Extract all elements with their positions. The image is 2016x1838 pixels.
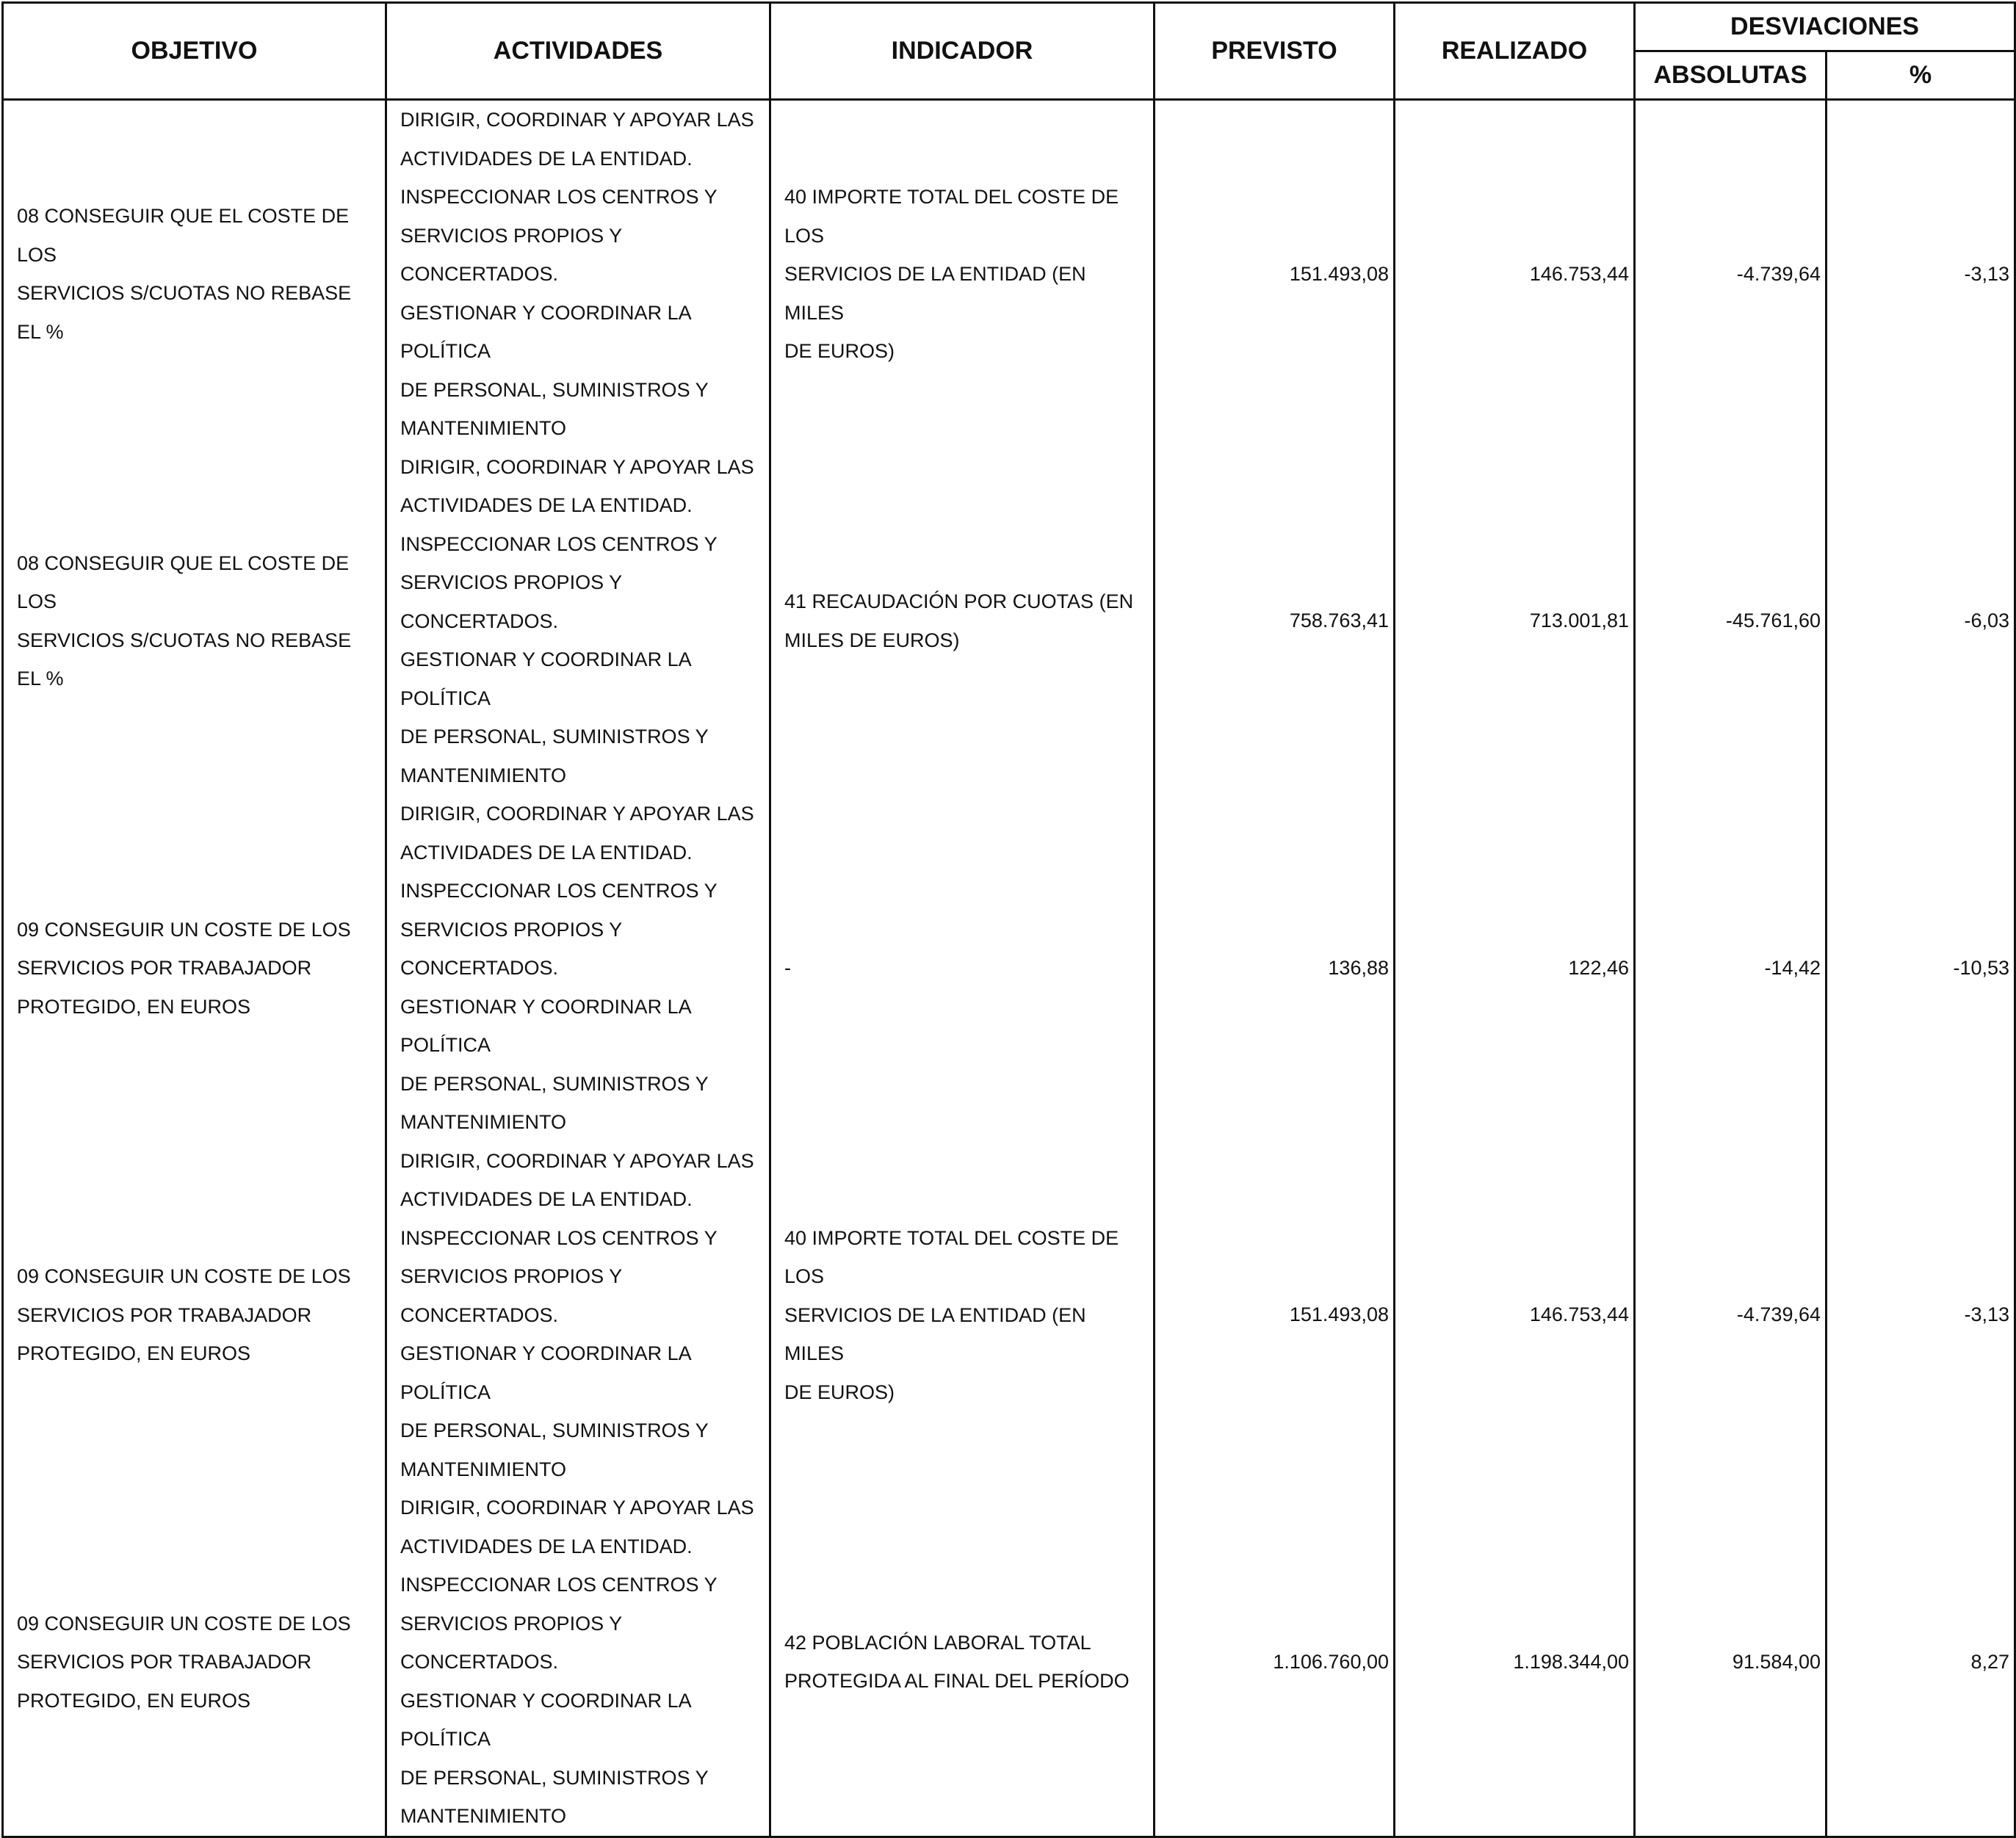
cell-objetivo: 09 CONSEGUIR UN COSTE DE LOS SERVICIOS POR TRABAJADOR PROTEGIDO, EN EUROS <box>3 1488 386 1837</box>
cell-realizado: 146.753,44 <box>1395 1142 1635 1489</box>
header-actividades: ACTIVIDADES <box>386 3 770 100</box>
cell-actividades: DIRIGIR, COORDINAR Y APOYAR LAS ACTIVIDADES DE LA ENTIDAD. INSPECCIONAR LOS CENTROS Y SERVICIOS PROPIOS Y CONCERTADOS. GESTIONAR Y COORDINAR LA POLÍTICA DE PERSONAL, SUMINISTROS Y MANTENIMIENTO <box>386 1488 770 1837</box>
header-indicador: INDICADOR <box>770 3 1155 100</box>
table-row <box>3 1142 2015 1489</box>
cell-previsto: 758.763,41 <box>1155 448 1395 795</box>
cell-absolutas: -4.739,64 <box>1635 100 1827 448</box>
table-row <box>3 1488 2015 1837</box>
cell-previsto: 151.493,08 <box>1155 100 1395 448</box>
cell-actividades: DIRIGIR, COORDINAR Y APOYAR LAS ACTIVIDADES DE LA ENTIDAD. INSPECCIONAR LOS CENTROS Y SERVICIOS PROPIOS Y CONCERTADOS. GESTIONAR Y COORDINAR LA POLÍTICA DE PERSONAL, SUMINISTROS Y MANTENIMIENTO <box>386 795 770 1142</box>
header-previsto: PREVISTO <box>1155 3 1395 100</box>
cell-absolutas: -45.761,60 <box>1635 448 1827 795</box>
header-porcentaje: % <box>1827 51 2015 100</box>
cell-actividades: DIRIGIR, COORDINAR Y APOYAR LAS ACTIVIDADES DE LA ENTIDAD. INSPECCIONAR LOS CENTROS Y SERVICIOS PROPIOS Y CONCERTADOS. GESTIONAR Y COORDINAR LA POLÍTICA DE PERSONAL, SUMINISTROS Y MANTENIMIENTO <box>386 448 770 795</box>
cell-porcentaje: -3,13 <box>1827 100 2015 448</box>
header-desviaciones: DESVIACIONES <box>1635 3 2015 51</box>
table-row <box>3 795 2015 1142</box>
cell-realizado: 713.001,81 <box>1395 448 1635 795</box>
cell-absolutas: -4.739,64 <box>1635 1142 1827 1489</box>
cell-objetivo: 09 CONSEGUIR UN COSTE DE LOS SERVICIOS POR TRABAJADOR PROTEGIDO, EN EUROS <box>3 1142 386 1489</box>
header-objetivo: OBJETIVO <box>3 3 386 100</box>
cell-actividades: DIRIGIR, COORDINAR Y APOYAR LAS ACTIVIDADES DE LA ENTIDAD. INSPECCIONAR LOS CENTROS Y SERVICIOS PROPIOS Y CONCERTADOS. GESTIONAR Y COORDINAR LA POLÍTICA DE PERSONAL, SUMINISTROS Y MANTENIMIENTO <box>386 100 770 448</box>
cell-absolutas: 91.584,00 <box>1635 1488 1827 1837</box>
cell-realizado: 122,46 <box>1395 795 1635 1142</box>
cell-absolutas: -14,42 <box>1635 795 1827 1142</box>
cell-porcentaje: -6,03 <box>1827 448 2015 795</box>
cell-realizado: 1.198.344,00 <box>1395 1488 1635 1837</box>
cell-realizado: 146.753,44 <box>1395 100 1635 448</box>
cell-actividades: DIRIGIR, COORDINAR Y APOYAR LAS ACTIVIDADES DE LA ENTIDAD. INSPECCIONAR LOS CENTROS Y SERVICIOS PROPIOS Y CONCERTADOS. GESTIONAR Y COORDINAR LA POLÍTICA DE PERSONAL, SUMINISTROS Y MANTENIMIENTO <box>386 1142 770 1489</box>
cell-objetivo: 09 CONSEGUIR UN COSTE DE LOS SERVICIOS POR TRABAJADOR PROTEGIDO, EN EUROS <box>3 795 386 1142</box>
cell-previsto: 1.106.760,00 <box>1155 1488 1395 1837</box>
cell-previsto: 136,88 <box>1155 795 1395 1142</box>
cell-porcentaje: 8,27 <box>1827 1488 2015 1837</box>
table-row <box>3 448 2015 795</box>
header-realizado: REALIZADO <box>1395 3 1635 100</box>
table-row <box>3 100 2015 448</box>
cell-indicador: 40 IMPORTE TOTAL DEL COSTE DE LOS SERVICIOS DE LA ENTIDAD (EN MILES DE EUROS) <box>770 1142 1155 1489</box>
cell-indicador: - <box>770 795 1155 1142</box>
cell-indicador: 40 IMPORTE TOTAL DEL COSTE DE LOS SERVICIOS DE LA ENTIDAD (EN MILES DE EUROS) <box>770 100 1155 448</box>
cell-objetivo: 08 CONSEGUIR QUE EL COSTE DE LOS SERVICIOS S/CUOTAS NO REBASE EL % <box>3 448 386 795</box>
cell-porcentaje: -3,13 <box>1827 1142 2015 1489</box>
cell-indicador: 41 RECAUDACIÓN POR CUOTAS (EN MILES DE EUROS) <box>770 448 1155 795</box>
cell-porcentaje: -10,53 <box>1827 795 2015 1142</box>
cell-indicador: 42 POBLACIÓN LABORAL TOTAL PROTEGIDA AL FINAL DEL PERÍODO <box>770 1488 1155 1837</box>
header-absolutas: ABSOLUTAS <box>1635 51 1827 100</box>
cell-objetivo: 08 CONSEGUIR QUE EL COSTE DE LOS SERVICIOS S/CUOTAS NO REBASE EL % <box>3 100 386 448</box>
objectives-table <box>1 1 2016 1838</box>
cell-previsto: 151.493,08 <box>1155 1142 1395 1489</box>
